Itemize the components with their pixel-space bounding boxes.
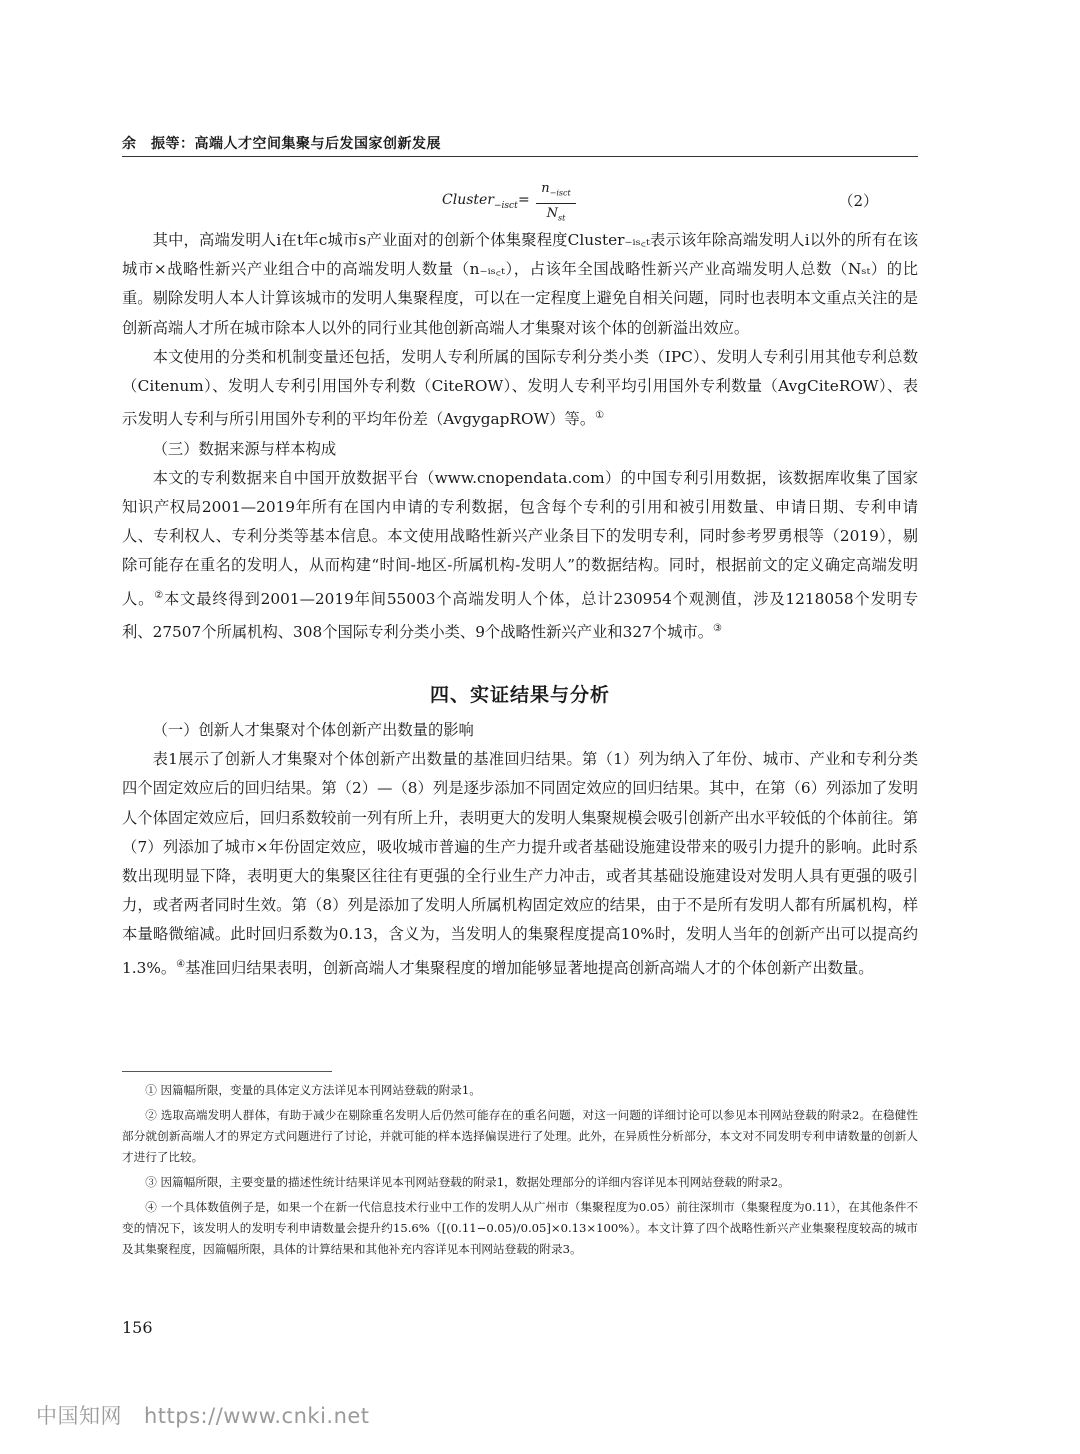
subsection-heading: （三）数据来源与样本构成 [152, 439, 337, 458]
formula-lhs: Cluster$_{-isct}$ [442, 192, 518, 211]
cnki-watermark [36, 1400, 370, 1430]
section-title: 四、实证结果与分析 [429, 684, 610, 706]
footnotes [122, 1080, 918, 1264]
body-block-2 [122, 716, 918, 983]
footnote: ② 选取高端发明人群体，有助于减少在剔除重名发明人后仍然可能存在的重名问题，对这一问题的详细讨论可以参见本刊网站登载的附录2。在稳健性部分就创新高端人才的界定方式问题进行了讨论，并就可能的样本选择偏误进行了处理。此外，在异质性分析部分，本文对不同发明专利申请数量的创新人才进行了比较。 [122, 1108, 918, 1164]
formula-equals: = [518, 192, 530, 208]
formula-cluster [420, 178, 918, 222]
body-block-1 [122, 226, 918, 647]
footnote: ① 因篇幅所限，变量的具体定义方法详见本刊网站登载的附录1。 [145, 1083, 481, 1097]
footnote: ③ 因篇幅所限，主要变量的描述性统计结果详见本刊网站登载的附录1，数据处理部分的详细内容详见本刊网站登载的附录2。 [145, 1175, 790, 1189]
paragraph: 本文使用的分类和机制变量还包括，发明人专利所属的国际专利分类小类（IPC）、发明人专利引用其他专利总数（Citenum）、发明人专利引用国外专利数（CiteROW）、发明人专利平均引用国外专利数量（AvgCiteROW）、表示发明人专利与所引用国外专利的平均年份差（AvgygapROW）等。① [122, 347, 918, 429]
paragraph: 表1展示了创新人才集聚对个体创新产出数量的基准回归结果。第（1）列为纳入了年份、城市、产业和专利分类四个固定效应后的回归结果。第（2）—（8）列是逐步添加不同固定效应的回归结果。其中，在第（6）列添加了发明人个体固定效应后，回归系数较前一列有所上升，表明更大的发明人集聚规模会吸引创新产出水平较低的个体前往。第（7）列添加了城市×年份固定效应，吸收城市普遍的生产力提升或者基础设施建设带来的吸引力提升的影响。此时系数出现明显下降，表明更大的集聚区往往有更强的全行业生产力冲击，或者其基础设施建设对发明人具有更强的吸引力，或者两者同时生效。第（8）列是添加了发明人所属机构固定效应的结果，由于不是所有发明人都有所属机构，样本量略微缩减。此时回归系数为0.13，含义为，当发明人的集聚程度提高10%时，发明人当年的创新产出可以提高约1.3%。④基准回归结果表明，创新高端人才集聚程度的增加能够显著地提高创新高端人才的个体创新产出数量。 [122, 750, 918, 977]
page-number: 156 [122, 1318, 153, 1337]
equation-number: （2） [838, 192, 878, 210]
watermark-url: https://www.cnki.net [144, 1404, 370, 1428]
watermark-brand: 中国知网 [36, 1404, 122, 1428]
running-header: 余 振等：高端人才空间集聚与后发国家创新发展 [122, 136, 441, 152]
paragraph: 本文的专利数据来自中国开放数据平台（www.cnopendata.com）的中国专利引用数据，该数据库收集了国家知识产权局2001—2019年所有在国内申请的专利数据，包含每个专利的引用和被引用数量、申请日期、专利申请人、专利权人、专利分类等基本信息。本文使用战略性新兴产业条目下的发明专利，同时参考罗勇根等（2019），剔除可能存在重名的发明人，从而构建“时间-地区-所属机构-发明人”的数据结构。同时，根据前文的定义确定高端发明人。②本文最终得到2001—2019年间55003个高端发明人个体，总计230954个观测值，涉及1218058个发明专利、27507个所属机构、308个国际专利分类小类、9个战略性新兴产业和327个城市。③ [122, 468, 918, 641]
subsection-heading: （一）创新人才集聚对个体创新产出数量的影响 [152, 721, 474, 739]
footnote: ④ 一个具体数值例子是，如果一个在新一代信息技术行业中工作的发明人从广州市（集聚程度为0.05）前往深圳市（集聚程度为0.11），在其他条件不变的情况下，该发明人的发明专利申请数量会提升约15.6%（[(0.11−0.05)/0.05]×0.13×100%）。本文计算了四个战略性新兴产业集聚程度较高的城市及其集聚程度，因篇幅所限，具体的计算结果和其他补充内容详见本刊网站登载的附录3。 [122, 1200, 918, 1256]
formula-fraction: $n_{-isct}$ $N_{st}$ [534, 180, 578, 228]
paragraph: 其中，高端发明人i在t年c城市s产业面对的创新个体集聚程度Cluster₋ᵢₛ꜀ₜ表示该年除高端发明人i以外的所有在该城市×战略性新兴产业组合中的高端发明人数量（n₋ᵢₛ꜀ₜ），占该年全国战略性新兴产业高端发明人总数（Nₛₜ）的比重。剔除发明人本人计算该城市的发明人集聚程度，可以在一定程度上避免自相关问题，同时也表明本文重点关注的是创新高端人才所在城市除本人以外的同行业其他创新高端人才集聚对该个体的创新溢出效应。 [122, 231, 918, 337]
header-rule [122, 156, 918, 157]
footnote-rule [122, 1071, 332, 1072]
